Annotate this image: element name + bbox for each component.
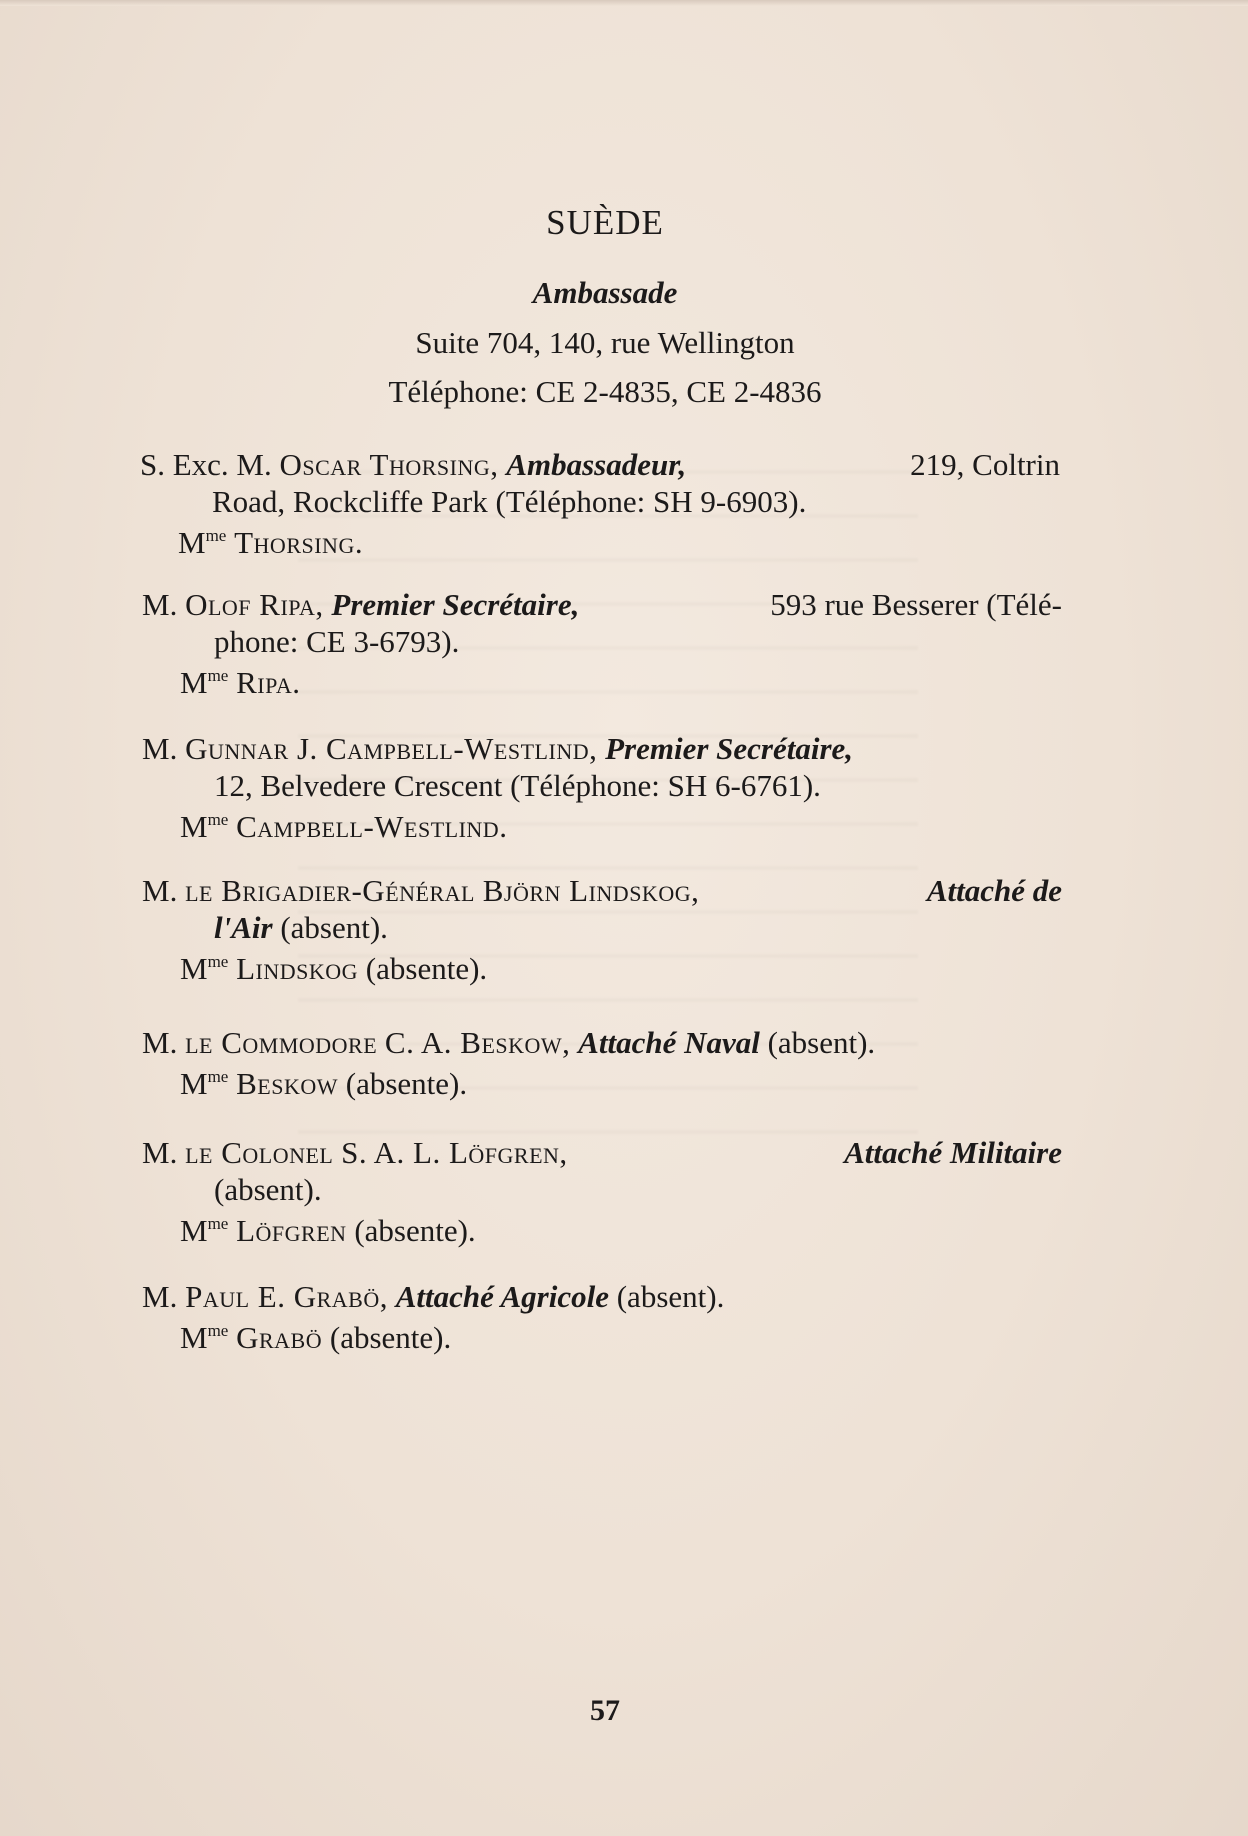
- list-item: [142, 730, 1062, 845]
- entry-prefix: M.: [142, 873, 178, 908]
- entry-line: [142, 730, 1062, 767]
- entry-status: (absent).: [280, 910, 388, 945]
- entry-address: 593 rue Besserer (Télé-: [770, 587, 1062, 622]
- person-title: Ambassadeur,: [506, 447, 687, 482]
- list-item: [142, 1024, 1062, 1102]
- person-rank: le Brigadier-Général: [185, 873, 475, 908]
- entry-line: [142, 1278, 1062, 1315]
- spouse-status: (absente).: [345, 1066, 468, 1101]
- entry-prefix: M.: [142, 587, 178, 622]
- list-item: [142, 1278, 1062, 1356]
- embassy-address: Suite 704, 140, rue Wellington: [415, 325, 795, 360]
- person-title: Attaché de: [926, 873, 1062, 908]
- page-number: 57: [590, 1694, 620, 1727]
- spouse-status: (absente).: [329, 1320, 452, 1355]
- spouse-status: (absente).: [354, 1213, 476, 1248]
- person-title: Premier Secrétaire,: [605, 731, 854, 766]
- entry-status: (absent).: [767, 1025, 876, 1060]
- list-item: [142, 872, 1062, 987]
- embassy-telephone: Téléphone: CE 2-4835, CE 2-4836: [388, 374, 822, 409]
- entry-prefix: S. Exc. M.: [140, 447, 272, 482]
- spouse-name: Grabö: [236, 1320, 323, 1355]
- person-rank: le Commodore: [185, 1025, 378, 1060]
- spouse-line: $M^{me}$ Löfgren (absente).: [180, 1213, 476, 1248]
- entry-line: [142, 1024, 1062, 1061]
- person-name: C. A. Beskow,: [384, 1025, 571, 1060]
- entry-prefix: M.: [142, 731, 178, 766]
- spouse-name: Ripa.: [236, 665, 301, 700]
- section-subtitle: Ambassade: [532, 275, 678, 310]
- entry-continuation: [142, 909, 1062, 946]
- spouse-name: Thorsing.: [234, 525, 364, 560]
- spouse-name: Löfgren: [236, 1213, 347, 1248]
- person-name: Oscar Thorsing,: [279, 447, 499, 482]
- entry-line: [140, 446, 1060, 483]
- spouse-line: $M^{me}$ Thorsing.: [178, 525, 364, 560]
- spouse-name: Beskow: [236, 1066, 338, 1101]
- spouse-status: (absente).: [365, 951, 488, 986]
- person-name: Paul E. Grabö,: [185, 1279, 388, 1314]
- person-name: S. A. L. Löfgren,: [341, 1135, 568, 1170]
- entry-line: [142, 586, 1062, 623]
- person-name: Björn Lindskog,: [482, 873, 700, 908]
- entry-line: [142, 872, 1062, 909]
- entry-line: [142, 1134, 1062, 1171]
- entry-prefix: M.: [142, 1279, 178, 1314]
- entry-status: (absent).: [616, 1279, 725, 1314]
- page-title: SUÈDE: [546, 203, 664, 242]
- person-rank: le Colonel: [185, 1135, 334, 1170]
- list-item: [140, 446, 1060, 561]
- spouse-line: $M^{me}$ Lindskog (absente).: [180, 951, 488, 986]
- person-title: Attaché Militaire: [844, 1135, 1062, 1170]
- entry-continuation: Road, Rockcliffe Park (Téléphone: SH 9-6903).: [212, 484, 807, 519]
- entry-status: (absent).: [214, 1172, 322, 1207]
- entry-continuation: 12, Belvedere Crescent (Téléphone: SH 6-6761).: [214, 768, 821, 803]
- person-title: Attaché Agricole: [395, 1279, 609, 1314]
- list-item: [142, 586, 1062, 701]
- entry-prefix: M.: [142, 1025, 178, 1060]
- spouse-line: $M^{me}$ Campbell-Westlind.: [180, 809, 508, 844]
- person-name: Olof Ripa,: [185, 587, 324, 622]
- person-name: Gunnar J. Campbell-Westlind,: [185, 731, 598, 766]
- spouse-line: $M^{me}$ Beskow (absente).: [180, 1066, 468, 1101]
- list-item: [142, 1134, 1062, 1249]
- entry-address: 219, Coltrin: [910, 447, 1060, 482]
- spouse-name: Campbell-Westlind.: [236, 809, 508, 844]
- spouse-name: Lindskog: [236, 951, 359, 986]
- spouse-line: $M^{me}$ Ripa.: [180, 665, 301, 700]
- person-title: Premier Secrétaire,: [331, 587, 580, 622]
- person-title: Attaché Naval: [578, 1025, 760, 1060]
- entry-continuation: phone: CE 3-6793).: [214, 624, 460, 659]
- entry-prefix: M.: [142, 1135, 178, 1170]
- person-title-continued: l'Air: [214, 910, 273, 945]
- spouse-line: $M^{me}$ Grabö (absente).: [180, 1320, 452, 1355]
